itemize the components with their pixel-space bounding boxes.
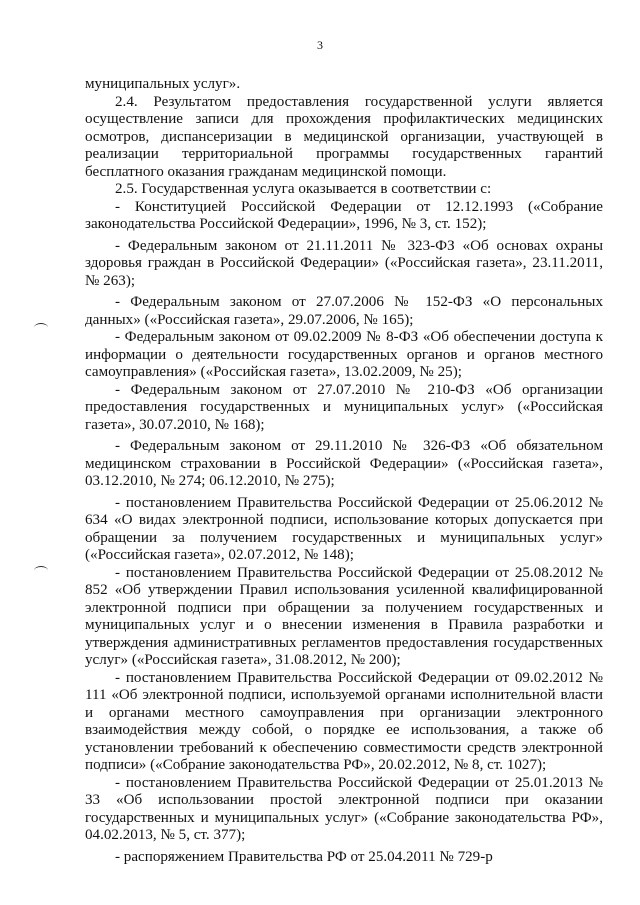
paragraph: муниципальных услуг».	[85, 76, 241, 92]
list-item: - Федеральным законом от 21.11.2011 № 323-ФЗ «Об основах охраны здоровья граждан в Российской Федерации» («Российская газета», 23.11.2011, № 263);	[85, 237, 603, 289]
margin-mark	[34, 323, 48, 332]
paragraph: 2.4. Результатом предоставления государственной услуги является осуществление записи для прохождения профилактических медицинских осмотров, диспансеризации в медицинской организации, участвующей в реализации территориальной программы государственных гарантий бесплатного оказания гражданам медицинской помощи.	[85, 93, 603, 180]
page-number: 3	[317, 38, 323, 52]
list-item: - Федеральным законом от 09.02.2009 № 8-ФЗ «Об обеспечении доступа к информации о деятельности государственных органов и органов местного самоуправления» («Российская газета», 13.02.2009, № 25);	[85, 329, 603, 380]
margin-mark	[34, 566, 48, 575]
list-item: - постановлением Правительства Российской Федерации от 25.06.2012 № 634 «О видах электронной подписи, использование которых допускается при обращении за получением государственных и муниципальных услуг» («Российская газета», 02.07.2012, № 148);	[85, 494, 603, 563]
list-item: - постановлением Правительства Российской Федерации от 25.08.2012 № 852 «Об утверждении Правил использования усиленной квалифицированной электронной подписи при обращении за получением государственных и муниципальных услуг и о внесении изменения в Правила разработки и утверждения административных регламентов предоставления государственных услуг» («Российская газета», 31.08.2012, № 200);	[85, 564, 603, 668]
list-item: - распоряжением Правительства РФ от 25.04.2011 № 729-р	[115, 848, 493, 865]
list-item: - постановлением Правительства Российской Федерации от 25.01.2013 № 33 «Об использовании простой электронной подписи при оказании государственных и муниципальных услуг» («Собрание законодательства РФ», 04.02.2013, № 5, ст. 377);	[85, 774, 603, 843]
list-item: - Федеральным законом от 27.07.2010 № 210-ФЗ «Об организации предоставления государственных и муниципальных услуг» («Российская газета», 30.07.2010, № 168);	[85, 381, 603, 433]
list-item: - Конституцией Российской Федерации от 12.12.1993 («Собрание законодательства Российской Федерации», 1996, № 3, ст. 152);	[85, 198, 603, 232]
paragraph: 2.5. Государственная услуга оказывается в соответствии с:	[115, 181, 492, 197]
document-body	[85, 76, 603, 866]
list-item: - Федеральным законом от 27.07.2006 № 152-ФЗ «О персональных данных» («Российская газета», 29.07.2006, № 165);	[85, 294, 603, 328]
list-item: - Федеральным законом от 29.11.2010 № 326-ФЗ «Об обязательном медицинском страховании в Российской Федерации» («Российская газета», 03.12.2010, № 274; 06.12.2010, № 275);	[85, 438, 603, 489]
list-item: - постановлением Правительства Российской Федерации от 09.02.2012 № 111 «Об электронной подписи, используемой органами исполнительной власти и органами местного самоуправления при организации электронного взаимодействия между собой, о порядке ее использования, а также об установлении требований к обеспечению совместимости средств электронной подписи» («Собрание законодательства РФ», 20.02.2012, № 8, ст. 1027);	[85, 669, 603, 773]
